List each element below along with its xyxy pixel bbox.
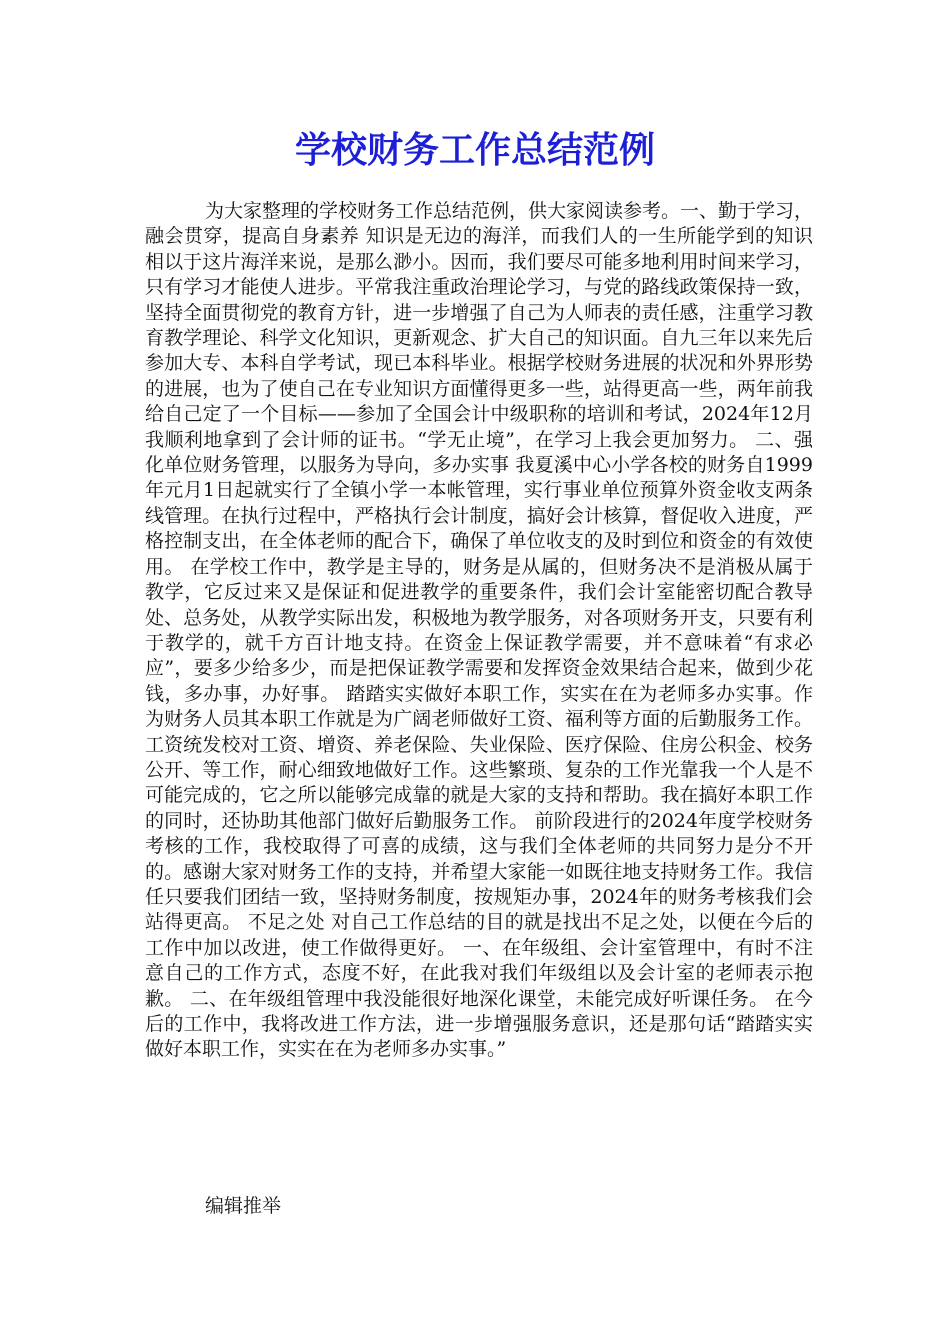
document-title: 学校财务工作总结范例 [294,129,655,171]
document-body-text: 为大家整理的学校财务工作总结范例，供大家阅读参考。一、勤于学习，融会贯穿，提高自身素养 知识是无边的海洋，而我们人的一生所能学到的知识相以于这片海洋来说，是那么渺小。因而，我们要尽可能多地利用时间来学习，只有学习才能使人进步。平常我注重政治理论学习，与党的路线政策保持一致，坚持全面贯彻党的教育方针，进一步增强了自己为人师表的责任感，注重学习教育教学理论、科学文化知识，更新观念、扩大自己的知识面。自九三年以来先后参加大专、本科自学考试，现已本科毕业。根据学校财务进展的状况和外界形势的进展，也为了使自己在专业知识方面懂得更多一些，站得更高一些，两年前我给自己定了一个目标——参加了全国会计中级职称的培训和考试，2024年12月我顺利地拿到了会计师的证书。“学无止境”，在学习上我会更加努力。 二、强化单位财务管理，以服务为导向，多办实事 我夏溪中心小学各校的财务自1999年元月1日起就实行了全镇小学一本帐管理，实行事业单位预算外资金收支两条线管理。在执行过程中，严格执行会计制度，搞好会计核算，督促收入进度，严格控制支出，在全体老师的配合下，确保了单位收支的及时到位和资金的有效使用。 在学校工作中，教学是主导的，财务是从属的，但财务决不是消极从属于教学，它反过来又是保证和促进教学的重要条件，我们会计室能密切配合教导处、总务处，从教学实际出发，积极地为教学服务，对各项财务开支，只要有利于教学的，就千方百计地支持。在资金上保证教学需要，并不意味着“有求必应”，要多少给多少，而是把保证教学需要和发挥资金效果结合起来，做到少花钱，多办事，办好事。 踏踏实实做好本职工作，实实在在为老师多办实事。作为财务人员其本职工作就是为广阔老师做好工资、福利等方面的后勤服务工作。工资统发校对工资、增资、养老保险、失业保险、医疗保险、住房公积金、校务公开、等工作，耐心细致地做好工作。这些繁琐、复杂的工作光靠我一个人是不可能完成的，它之所以能够完成靠的就是大家的支持和帮助。我在搞好本职工作的同时，还协助其他部门做好后勤服务工作。 前阶段进行的2024年度学校财务考核的工作，我校取得了可喜的成绩，这与我们全体老师的共同努力是分不开的。感谢大家对财务工作的支持，并希望大家能一如既往地支持财务工作。我信任只要我们团结一致，坚持财务制度，按规矩办事，2024年的财务考核我们会站得更高。 不足之处 对自己工作总结的目的就是找出不足之处，以便在今后的工作中加以改进，使工作做得更好。 一、在年级组、会计室管理中，有时不注意自己的工作方式，态度不好，在此我对我们年级组以及会计室的老师表示抱歉。 二、在年级组管理中我没能很好地深化课堂，未能完成好听课任务。 在今后的工作中，我将改进工作方法，进一步增强服务意识，还是那句话“踏踏实实做好本职工作，实实在在为老师多办实事。” [145,200,814,1061]
editor-recommendation-label: 编辑推举 [205,1195,282,1217]
